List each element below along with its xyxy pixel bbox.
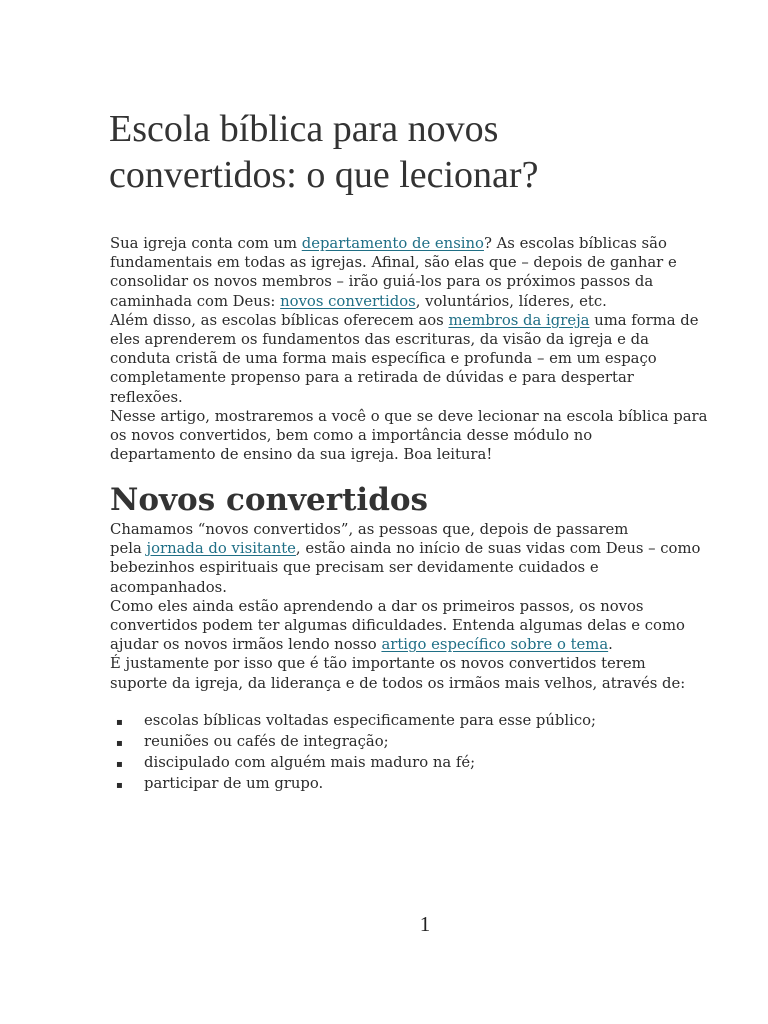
bullet-icon: ▪ — [116, 738, 123, 750]
bullet-list — [110, 711, 710, 796]
text-run: uma forma de — [589, 311, 699, 329]
text-line: acompanhados. — [110, 578, 227, 596]
text-run: pela — [110, 540, 147, 558]
text-line: completamente propenso para a retirada de dúvidas e para despertar — [110, 369, 634, 387]
list-item-text: discipulado com alguém mais maduro na fé; — [144, 754, 476, 772]
text-line: consolidar os novos membros – irão guiá-los para os próximos passos da — [110, 273, 654, 291]
text-run: caminhada com Deus: — [110, 292, 281, 310]
text-line: Chamamos “novos convertidos”, as pessoas que, depois de passarem — [110, 521, 629, 538]
list-item-text: reuniões ou cafés de integração; — [144, 733, 389, 751]
text-line: conduta cristã de uma forma mais específica e profunda – em um espaço — [110, 350, 657, 368]
list-item — [110, 732, 710, 753]
text-run: Além disso, as escolas bíblicas oferecem aos — [110, 311, 449, 329]
intro-paragraph-1 — [110, 234, 710, 311]
intro-paragraph-3 — [110, 407, 710, 465]
list-item-text: escolas bíblicas voltadas especificamente para esse público; — [144, 711, 597, 729]
text-line — [110, 539, 710, 558]
bullet-icon: ▪ — [116, 759, 123, 771]
list-item — [110, 774, 710, 795]
text-line: departamento de ensino da sua igreja. Boa leitura! — [110, 446, 493, 464]
text-line: suporte da igreja, da liderança e de todos os irmãos mais velhos, através de: — [110, 674, 686, 692]
link-jornada-do-visitante[interactable]: jornada do visitante — [146, 540, 296, 558]
title-line-2: convertidos: o que lecionar? — [109, 154, 539, 196]
list-item-text: participar de um grupo. — [144, 775, 324, 793]
list-item — [110, 753, 710, 774]
text-line: É justamente por isso que é tão importante os novos convertidos terem — [110, 655, 646, 673]
intro-paragraph-2 — [110, 311, 710, 407]
section-heading: Novos convertidos — [110, 482, 429, 518]
text-run: ajudar os novos irmãos lendo nosso — [110, 636, 382, 654]
text-run: , estão ainda no início de suas vidas com Deus – como — [295, 540, 701, 558]
intro-section — [110, 234, 710, 464]
link-departamento-de-ensino[interactable]: departamento de ensino — [301, 235, 484, 252]
text-run: Sua igreja conta com um — [110, 235, 302, 252]
link-membros-da-igreja[interactable]: membros da igreja — [448, 311, 590, 329]
text-line: reflexões. — [110, 388, 183, 406]
text-line — [110, 292, 710, 311]
text-line — [110, 234, 710, 253]
text-line: eles aprenderem os fundamentos das escrituras, da visão da igreja e da — [110, 331, 649, 349]
text-line — [110, 635, 710, 654]
page-title — [109, 106, 709, 198]
text-run: ? As escolas bíblicas são — [483, 235, 667, 252]
link-artigo-especifico[interactable]: artigo específico sobre o tema — [381, 636, 609, 654]
text-line: os novos convertidos, bem como a importância desse módulo no — [110, 427, 593, 445]
text-line: convertidos podem ter algumas dificuldades. Entenda algumas delas e como — [110, 617, 685, 635]
text-run: . — [608, 636, 613, 654]
text-line: Como eles ainda estão aprendendo a dar os primeiros passos, os novos — [110, 597, 644, 615]
text-line: fundamentais em todas as igrejas. Afinal, são elas que – depois de ganhar e — [110, 254, 677, 272]
text-line: Nesse artigo, mostraremos a você o que se deve lecionar na escola bíblica para — [110, 407, 708, 425]
text-line — [110, 311, 710, 330]
section-paragraph-3 — [110, 654, 710, 692]
text-line: bebezinhos espirituais que precisam ser devidamente cuidados e — [110, 559, 599, 577]
list-item — [110, 711, 710, 732]
bullet-icon: ▪ — [116, 780, 123, 792]
bullet-icon: ▪ — [116, 716, 123, 728]
title-line-1: Escola bíblica para novos — [109, 108, 499, 150]
section-paragraph-1 — [110, 520, 710, 597]
section-paragraph-2 — [110, 597, 710, 655]
link-novos-convertidos[interactable]: novos convertidos — [280, 292, 416, 310]
text-run: , voluntários, líderes, etc. — [415, 292, 607, 310]
page-number: 1 — [419, 912, 431, 936]
novos-convertidos-section — [110, 482, 710, 796]
